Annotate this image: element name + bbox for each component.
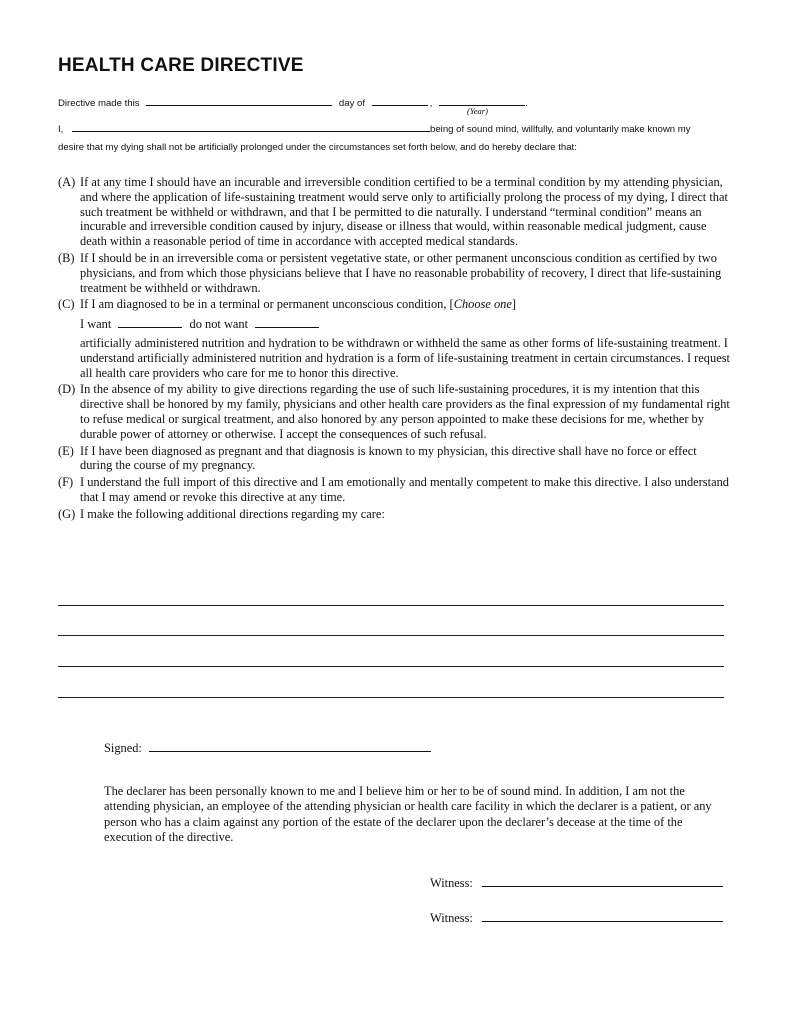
choose-one-note: Choose one <box>453 297 512 312</box>
clause-text: I make the following additional directions regarding my care: <box>80 506 385 521</box>
clause-a <box>58 175 730 249</box>
i-want-field[interactable] <box>118 316 182 328</box>
i-want-label: I want <box>80 317 112 332</box>
additional-directions-line[interactable] <box>58 666 724 667</box>
clause-text: If I am diagnosed to be in a terminal or permanent unconscious condition, [ <box>80 297 454 312</box>
witness-label: Witness: <box>430 911 473 925</box>
clause-f <box>58 475 730 505</box>
clause-letter: (C) <box>58 297 75 312</box>
comma-separator: , <box>429 98 433 109</box>
signature-row <box>104 739 431 756</box>
i-label: I, <box>58 124 64 135</box>
clause-text: If at any time I should have an incurable and irreversible condition certified to be a terminal condition by my attending physician, and where the application of life-sustaining treatment would serve only to artificially prolong the process of my dying, I direct that such treatment be withheld or withdrawn, and that I be permitted to die naturally. I understand “terminal condition” means an incurable and irreversible condition caused by injury, disease or illness that would, within reasonable medical judgment, cause death within a reasonable period of time in accordance with accepted medical standards. <box>80 175 728 249</box>
period-mark: . <box>525 98 528 109</box>
additional-directions-line[interactable] <box>58 635 724 636</box>
day-of-label: day of <box>338 98 366 109</box>
year-field[interactable] <box>439 95 525 106</box>
clause-letter: (D) <box>58 382 76 397</box>
directive-date-row <box>58 95 528 109</box>
signed-label: Signed: <box>104 741 142 755</box>
month-field[interactable] <box>372 95 428 106</box>
directive-made-label: Directive made this <box>58 98 140 109</box>
witness-row <box>430 909 723 926</box>
clause-g <box>58 507 730 522</box>
witness-signature-field[interactable] <box>482 909 723 922</box>
clause-text: I understand the full import of this directive and I am emotionally and mentally competent to make this directive. I also understand that I may amend or revoke this directive at any time. <box>80 475 729 504</box>
clause-b <box>58 251 730 295</box>
clause-text: If I have been diagnosed as pregnant and that diagnosis is known to my physician, this directive shall have no force or effect during the course of my pregnancy. <box>80 443 697 473</box>
year-label: (Year) <box>467 106 488 116</box>
clause-letter: (B) <box>58 250 75 265</box>
clause-c <box>58 297 730 380</box>
witness-row <box>430 874 723 891</box>
day-field[interactable] <box>146 95 332 106</box>
clause-letter: (E) <box>58 443 74 458</box>
sound-mind-text: being of sound mind, willfully, and voluntarily make known my <box>430 124 691 135</box>
clause-e <box>58 444 730 474</box>
declarant-name-field[interactable] <box>72 121 430 132</box>
clause-letter: (A) <box>58 175 76 189</box>
clause-text: In the absence of my ability to give directions regarding the use of such life-sustaining procedures, it is my intention that this directive shall be honored by my family, physicians and other health care providers as the final expression of my fundamental right to refuse medical or surgical treatment, and also honored by any person appointed to make these decisions for me, whether by durable power of attorney or otherwise. I accept the consequences of such refusal. <box>80 382 730 441</box>
declarant-row <box>58 121 691 135</box>
witness-signature-field[interactable] <box>482 874 723 887</box>
clause-d <box>58 382 730 441</box>
clause-text-continued: artificially administered nutrition and hydration to be withdrawn or withheld the same as other forms of life-sustaining treatment. I understand artificially administered nutrition and hydration is a form of life-sustaining treatment in certain circumstances. I request all health care providers who care for me to honor this directive. <box>80 335 730 380</box>
choice-row <box>80 316 730 332</box>
form-title: HEALTH CARE DIRECTIVE <box>58 55 304 76</box>
do-not-want-field[interactable] <box>255 316 319 328</box>
additional-directions-line[interactable] <box>58 697 724 698</box>
bracket-close: ] <box>511 297 516 312</box>
witness-label: Witness: <box>430 876 473 890</box>
additional-directions-line[interactable] <box>58 605 724 606</box>
signature-field[interactable] <box>149 739 431 752</box>
desire-text: desire that my dying shall not be artificially prolonged under the circumstances set forth below, and do hereby declare that: <box>58 142 577 153</box>
clause-text: If I should be in an irreversible coma or persistent vegetative state, or other permanent unconscious condition as certified by two physicians, and from which those physicians believe that I have no reasonable probability of recovery, I direct that life-sustaining treatment be withheld or withdrawn. <box>80 250 722 295</box>
directive-clauses <box>58 175 730 524</box>
clause-letter: (G) <box>58 506 76 521</box>
do-not-want-label: do not want <box>189 317 249 332</box>
clause-letter: (F) <box>58 475 74 490</box>
witness-declaration: The declarer has been personally known to me and I believe him or her to be of sound mind. In addition, I am not the attending physician, an employee of the attending physician or health care facility in which the declarer is a patient, or any person who has a claim against any portion of the estate of the declarer upon the declarer’s decease at the time of the execution of the directive. <box>104 784 712 845</box>
